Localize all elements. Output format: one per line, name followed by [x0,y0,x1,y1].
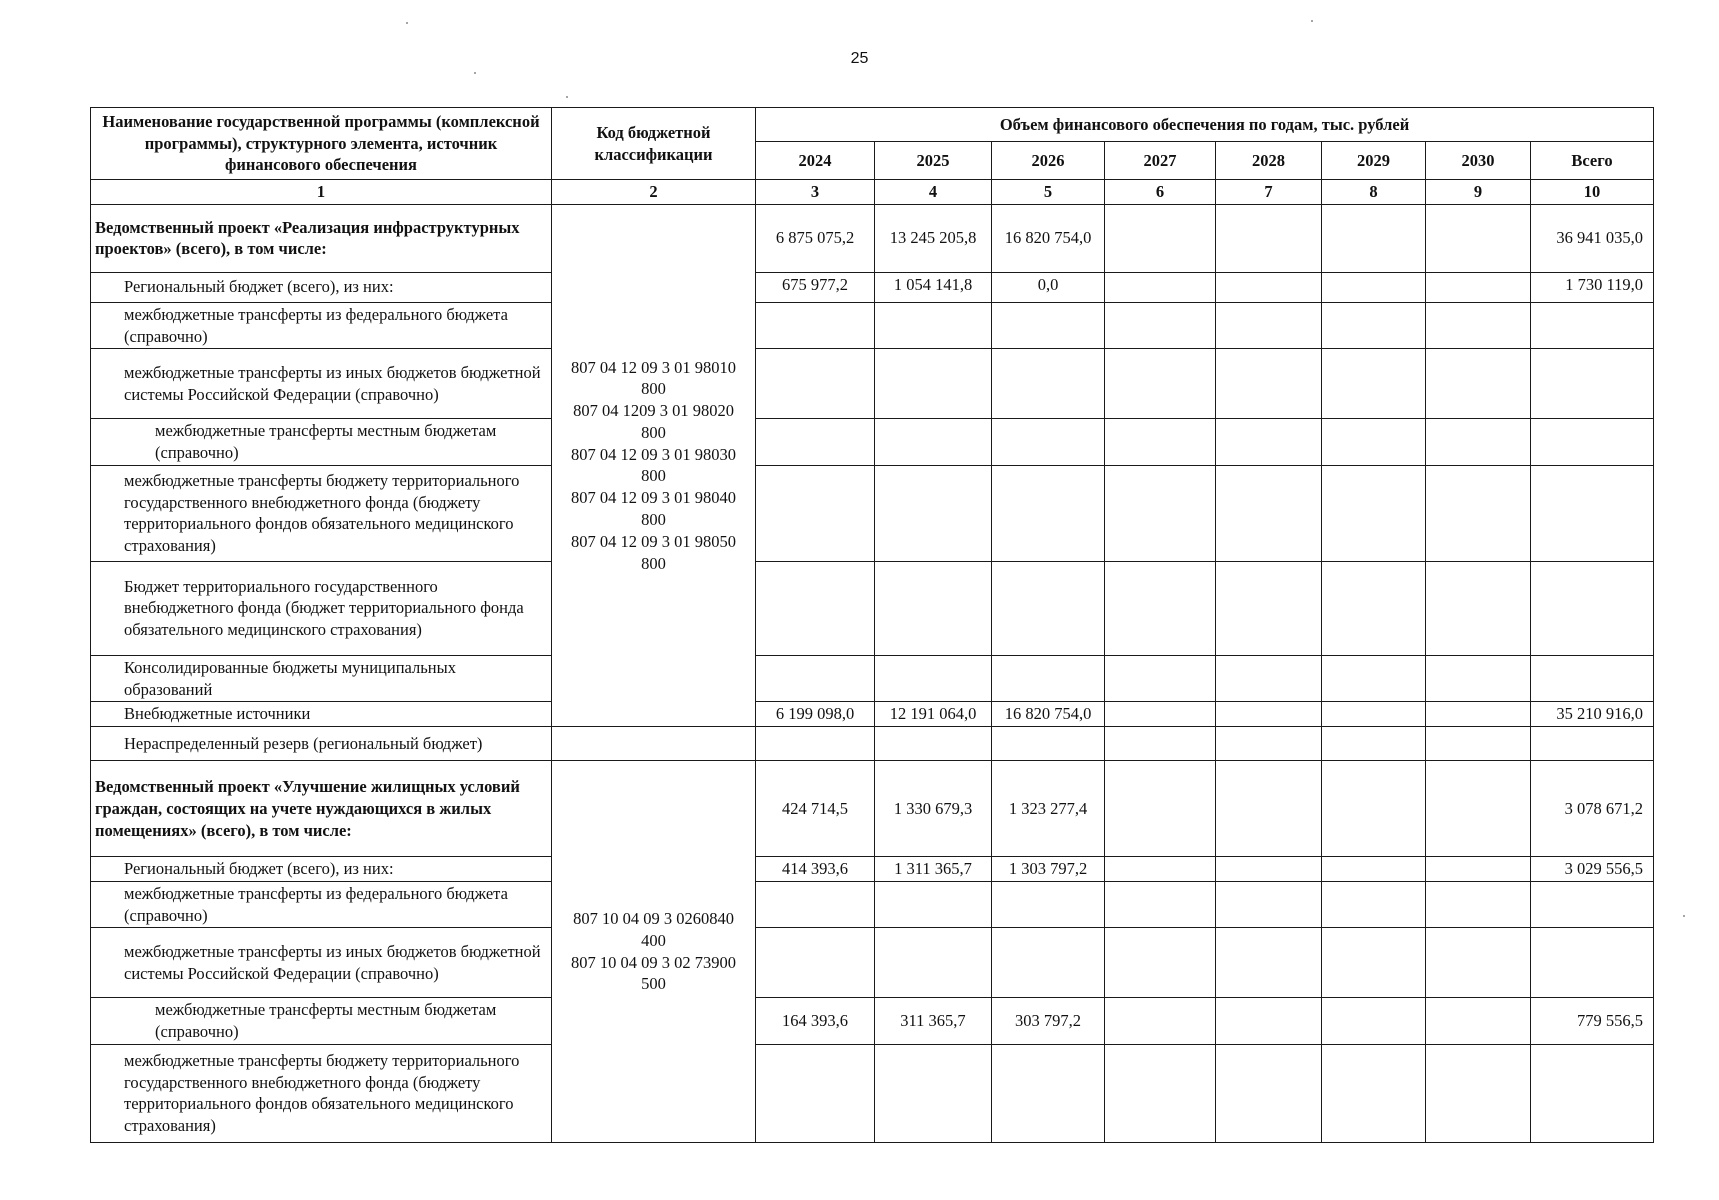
table-row [91,928,1654,998]
year-value-cell [1216,881,1322,928]
budget-code-line: 800 [641,422,666,442]
year-value-cell [1216,465,1322,561]
year-value-cell [1426,655,1531,702]
year-value-cell [756,561,875,655]
budget-code-line: 807 04 1209 3 01 98020 [573,401,734,421]
year-value-cell [1322,857,1426,882]
year-value-cell [1105,561,1216,655]
header-year: 2024 [756,142,875,180]
year-value-cell [1322,272,1426,302]
header-years-group: Объем финансового обеспечения по годам, тыс. рублей [756,108,1654,142]
total-value-cell [1531,881,1654,928]
total-value-cell [1531,419,1654,466]
year-value-cell [1105,465,1216,561]
year-value-cell [756,1044,875,1142]
year-value-cell [1216,702,1322,727]
year-value-cell: 12 191 064,0 [875,702,992,727]
page-number: 25 [850,50,869,67]
year-value-cell [1105,655,1216,702]
year-value-cell [756,727,875,761]
header-year: 2030 [1426,142,1531,180]
total-value-cell [1531,1044,1654,1142]
table-row [91,272,1654,302]
column-number: 4 [875,180,992,205]
row-label: Консолидированные бюджеты муниципальных образований [91,655,552,702]
budget-code-line: 807 04 12 09 3 01 98010 [571,357,736,377]
budget-code-cell [552,727,756,761]
budget-code-line: 807 10 04 09 3 0260840 [573,909,734,928]
row-label: Нераспределенный резерв (региональный бюджет) [91,727,552,761]
year-value-cell [875,349,992,419]
year-value-cell [1105,1044,1216,1142]
year-value-cell [1105,302,1216,349]
year-value-cell [875,561,992,655]
year-value-cell [1322,419,1426,466]
total-value-cell [1531,727,1654,761]
table-row [91,204,1654,272]
column-number: 8 [1322,180,1426,205]
year-value-cell [875,419,992,466]
table-row [91,702,1654,727]
column-number-row [91,180,1654,205]
year-value-cell [1216,302,1322,349]
year-value-cell [756,655,875,702]
year-value-cell [1322,561,1426,655]
year-value-cell: 1 303 797,2 [992,857,1105,882]
budget-code-cell [552,761,756,1143]
table-row [91,998,1654,1045]
year-value-cell [756,465,875,561]
total-value-cell: 1 730 119,0 [1531,272,1654,302]
year-value-cell [875,928,992,998]
header-name-column: Наименование государственной программы (комплексной программы), структурного элемента, источник финансового обеспечения [91,108,552,180]
column-number: 2 [552,180,756,205]
scan-speck [1311,20,1313,22]
year-value-cell [1322,465,1426,561]
year-value-cell: 1 323 277,4 [992,761,1105,857]
year-value-cell [1105,761,1216,857]
year-value-cell [992,419,1105,466]
total-value-cell [1531,928,1654,998]
year-value-cell [1322,727,1426,761]
year-value-cell: 1 054 141,8 [875,272,992,302]
budget-code-line: 800 [641,553,666,573]
year-value-cell [1322,998,1426,1045]
year-value-cell [1426,561,1531,655]
year-value-cell [1105,702,1216,727]
year-value-cell [756,928,875,998]
year-value-cell [1105,928,1216,998]
table-row [91,349,1654,419]
budget-code-line: 807 04 12 09 3 01 98030 [571,444,736,464]
year-value-cell [1216,1044,1322,1142]
column-number: 5 [992,180,1105,205]
row-label: Региональный бюджет (всего), из них: [91,272,552,302]
year-value-cell: 1 330 679,3 [875,761,992,857]
column-number: 10 [1531,180,1654,205]
budget-code-line: 500 [641,974,666,994]
year-value-cell [756,419,875,466]
year-value-cell [1216,204,1322,272]
year-value-cell [992,561,1105,655]
year-value-cell: 311 365,7 [875,998,992,1045]
scan-speck [1683,915,1685,917]
year-value-cell [1426,761,1531,857]
column-number: 3 [756,180,875,205]
total-value-cell [1531,561,1654,655]
year-value-cell: 675 977,2 [756,272,875,302]
budget-code-line: 800 [641,466,666,486]
year-value-cell [1105,727,1216,761]
year-value-cell [992,881,1105,928]
column-number: 7 [1216,180,1322,205]
year-value-cell [756,349,875,419]
year-value-cell: 424 714,5 [756,761,875,857]
row-label: Бюджет территориального государственного внебюджетного фонда (бюджет территориального фонда обязательного медицинского страхования) [91,561,552,655]
header-year: 2029 [1322,142,1426,180]
table-row [91,761,1654,857]
year-value-cell [1216,998,1322,1045]
header-code-column: Код бюджетной классификации [552,108,756,180]
header-year: 2028 [1216,142,1322,180]
year-value-cell [1426,727,1531,761]
year-value-cell [1426,998,1531,1045]
year-value-cell [1105,998,1216,1045]
scan-speck [474,72,476,74]
year-value-cell [1322,1044,1426,1142]
budget-code-line: 800 [641,509,666,529]
budget-code-line: 807 04 12 09 3 01 98040 [571,488,736,508]
year-value-cell [1426,204,1531,272]
table-row [91,881,1654,928]
year-value-cell [1216,727,1322,761]
budget-code-cell [552,204,756,726]
year-value-cell [1216,561,1322,655]
row-label: межбюджетные трансферты местным бюджетам (справочно) [91,419,552,466]
year-value-cell [992,928,1105,998]
year-value-cell [1322,928,1426,998]
year-value-cell [1105,419,1216,466]
year-value-cell: 16 820 754,0 [992,204,1105,272]
year-value-cell [1216,761,1322,857]
row-label: межбюджетные трансферты из федерального бюджета (справочно) [91,881,552,928]
year-value-cell [1426,349,1531,419]
total-value-cell [1531,465,1654,561]
year-value-cell [992,727,1105,761]
year-value-cell [1105,272,1216,302]
year-value-cell [1426,928,1531,998]
year-value-cell [1105,349,1216,419]
total-value-cell: 3 078 671,2 [1531,761,1654,857]
column-number: 9 [1426,180,1531,205]
year-value-cell [875,1044,992,1142]
scan-speck [566,96,568,98]
column-number: 6 [1105,180,1216,205]
row-label: Региональный бюджет (всего), из них: [91,857,552,882]
table-row [91,302,1654,349]
total-value-cell [1531,655,1654,702]
column-number: 1 [91,180,552,205]
total-value-cell: 35 210 916,0 [1531,702,1654,727]
year-value-cell [1426,881,1531,928]
year-value-cell [875,465,992,561]
year-value-cell: 164 393,6 [756,998,875,1045]
year-value-cell: 6 199 098,0 [756,702,875,727]
table-body [91,180,1654,1143]
table-row [91,655,1654,702]
year-value-cell [875,655,992,702]
year-value-cell: 6 875 075,2 [756,204,875,272]
budget-code-line: 400 [641,930,666,950]
year-value-cell [1426,702,1531,727]
year-value-cell [1426,1044,1531,1142]
header-year: 2027 [1105,142,1216,180]
row-label: межбюджетные трансферты из иных бюджетов бюджетной системы Российской Федерации (справочно) [91,928,552,998]
year-value-cell [992,349,1105,419]
table-row [91,419,1654,466]
budget-code-line: 807 04 12 09 3 01 98050 [571,531,736,551]
project-title: Ведомственный проект «Улучшение жилищных условий граждан, состоящих на учете нуждающихся в жилых помещениях» (всего), в том числе: [91,761,552,857]
year-value-cell: 13 245 205,8 [875,204,992,272]
header-total: Всего [1531,142,1654,180]
total-value-cell: 3 029 556,5 [1531,857,1654,882]
year-value-cell [1426,272,1531,302]
year-value-cell [1322,761,1426,857]
total-value-cell [1531,302,1654,349]
year-value-cell [992,465,1105,561]
table-row [91,727,1654,761]
year-value-cell [992,302,1105,349]
row-label: межбюджетные трансферты из иных бюджетов бюджетной системы Российской Федерации (справочно) [91,349,552,419]
year-value-cell [756,302,875,349]
table-row [91,857,1654,882]
row-label: межбюджетные трансферты местным бюджетам (справочно) [91,998,552,1045]
financing-table [90,107,1654,1143]
header-year: 2026 [992,142,1105,180]
year-value-cell [1322,655,1426,702]
year-value-cell [1216,349,1322,419]
year-value-cell: 414 393,6 [756,857,875,882]
year-value-cell [1216,857,1322,882]
year-value-cell [1322,204,1426,272]
year-value-cell [1322,702,1426,727]
scan-speck [406,22,408,24]
year-value-cell [756,881,875,928]
table-row [91,465,1654,561]
year-value-cell [992,655,1105,702]
row-label: межбюджетные трансферты бюджету территориального государственного внебюджетного фонда (бюджету территориального фондов обязательного медицинского страхования) [91,465,552,561]
budget-code-line: 807 10 04 09 3 02 73900 [571,952,736,972]
year-value-cell [875,881,992,928]
table-row [91,1044,1654,1142]
row-label: Внебюджетные источники [91,702,552,727]
year-value-cell: 0,0 [992,272,1105,302]
year-value-cell [1105,857,1216,882]
year-value-cell: 303 797,2 [992,998,1105,1045]
total-value-cell [1531,349,1654,419]
project-title: Ведомственный проект «Реализация инфраструктурных проектов» (всего), в том числе: [91,204,552,272]
year-value-cell [1426,302,1531,349]
budget-code-line: 800 [641,379,666,399]
year-value-cell: 16 820 754,0 [992,702,1105,727]
year-value-cell [875,727,992,761]
table-row [91,561,1654,655]
year-value-cell [1322,349,1426,419]
year-value-cell [1426,465,1531,561]
year-value-cell [875,302,992,349]
year-value-cell [992,1044,1105,1142]
year-value-cell [1322,302,1426,349]
year-value-cell [1216,928,1322,998]
year-value-cell [1426,857,1531,882]
total-value-cell: 779 556,5 [1531,998,1654,1045]
year-value-cell [1216,419,1322,466]
header-year: 2025 [875,142,992,180]
row-label: межбюджетные трансферты бюджету территориального государственного внебюджетного фонда (бюджету территориального фондов обязательного медицинского страхования) [91,1044,552,1142]
year-value-cell [1426,419,1531,466]
table-header [91,108,1654,180]
year-value-cell [1105,881,1216,928]
year-value-cell [1216,655,1322,702]
year-value-cell [1105,204,1216,272]
year-value-cell [1216,272,1322,302]
total-value-cell: 36 941 035,0 [1531,204,1654,272]
year-value-cell: 1 311 365,7 [875,857,992,882]
year-value-cell [1322,881,1426,928]
row-label: межбюджетные трансферты из федерального бюджета (справочно) [91,302,552,349]
